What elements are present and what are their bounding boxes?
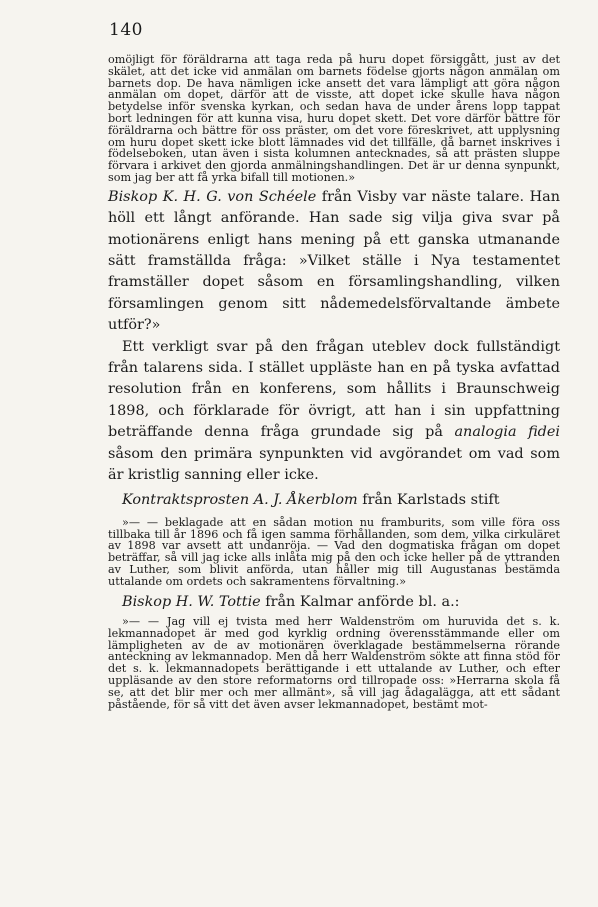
paragraph-4 [108,490,560,511]
paragraph-text: från Kalmar anförde bl. a.: [260,593,460,610]
paragraph-1: omöjligt för föräldrarna att taga reda på huru dopet försiggått, just av det skälet, att det icke vid anmälan om barnets födelse gjorts någon anmälan om barnets dop. De hava nämligen icke ansett det vara lämpligt att göra någon anmälan om dopet, därför att de visste, att dopet icke skulle hava någon betydelse inför svenska kyrkan, och sedan hava de under årens lopp tappat bort ledningen för att kunna visa, huru dopet skett. Det vore därför bättre för föräldrarna och bättre för oss präster, om det vore föreskrivet, att upplysning om huru dopet skett icke blott lämnades vid det tillfälle, då barnet inskrives i födelseboken, utan även i sista kolumnen antecknades, så att prästen sluppe förvara i arkivet den gjorda anmälningshandlingen. Det är ur denna synpunkt, som jag ber att få yrka bifall till motionen.» [108,53,560,184]
paragraph-3 [108,337,560,487]
speaker-name: Kontraktsprosten A. J. Åkerblom [122,492,358,509]
speaker-name: Biskop H. W. Tottie [122,593,261,610]
page-number: 140 [109,20,143,40]
paragraph-6 [108,592,560,613]
paragraph-text: Ett verkligt svar på den frågan uteblev dock fullständigt från talarens sida. I stället uppläste han en på tyska avfattad resolution från en konferens, som hållits i Braunschweig 1898, och förklarade för övrigt, att han i sin uppfattning beträffande denna fråga grundade sig på [108,338,560,441]
speaker-name: Biskop K. H. G. von Schéele [108,188,317,205]
paragraph-text: från Karlstads stift [357,492,500,509]
latin-phrase: analogia fidei [454,424,561,441]
paragraph-7: »— — Jag vill ej tvista med herr Waldenström om huruvida det s. k. lekmannadopet är med god kyrklig ordning överensstämmande eller om lämpligheten av de av motionären överklagade bestämmelserna rörande anteckning av lekmannadop. Men då herr Waldenström sökte att finna stöd för det s. k. lekmannadopets berättigande i ett uttalande av Luther, och efter uppläsande av den store reformatorns ord tillropade oss: »Herrarna skola få se, att det blir mer och mer allmänt», så vill jag ådagalägga, att ett sådant påstående, för så vitt det även avser lekmannadopet, bestämt mot- [108,615,560,711]
page-text [108,54,560,710]
paragraph-text-after: såsom den primära synpunkten vid avgörandet om vad som är kristlig sanning eller icke. [108,445,560,484]
paragraph-5: »— — beklagade att en sådan motion nu framburits, som ville föra oss tillbaka till år 1896 och få igen samma förhållanden, som dem, vilka cirkuläret av 1898 var avsett att undanröja. — Vad den dogmatiska frågan om dopet beträffar, så vill jag icke alls inlåta mig på den och icke heller på de yttranden av Luther, som blivit anförda, utan håller mig till Augustanas bestämda uttalande om ordets och sakramentens förvaltning.» [108,515,560,588]
paragraph-text: från Visby var näste talare. Han höll ett långt anförande. Han sade sig vilja giva svar på motionärens enligt hans mening på ett ganska utmanande sätt framställda fråga: »Vilket ställe i Nya testamentet framställer dopet såsom en församlingshandling, vilken församlingen genom sitt nådemedelsförvaltande ämbete utför?» [108,188,560,334]
paragraph-2 [108,187,560,337]
